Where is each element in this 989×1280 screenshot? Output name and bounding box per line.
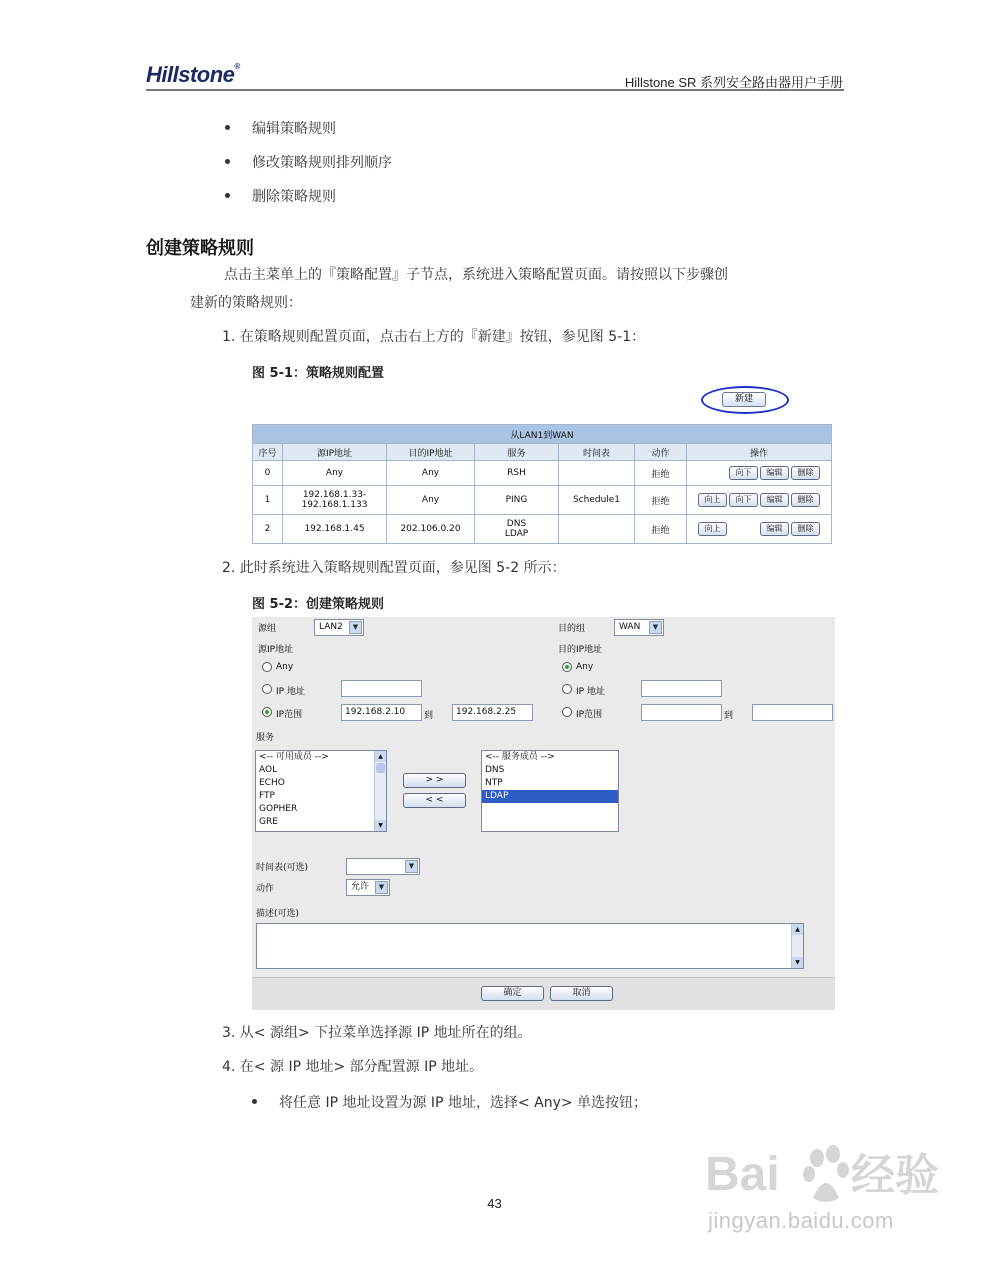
col-header: 动作 [635,444,687,461]
ok-button[interactable]: 确定 [481,986,544,1001]
member-services-list[interactable] [481,750,619,832]
bullet-item: 编辑策略规则 [252,118,336,138]
step-4: 4. 在< 源 IP 地址> 部分配置源 IP 地址。 [222,1059,484,1075]
cell-action: 拒绝 [635,515,687,544]
cell-id: 0 [253,461,283,486]
col-header: 源IP地址 [283,444,387,461]
form-footer [252,977,835,1010]
dst-group-label: 目的组 [558,624,586,634]
list-item[interactable]: AOL [259,765,278,775]
chevron-down-icon: ▼ [375,881,388,894]
chevron-down-icon: ▼ [405,860,418,873]
dst-ip-input[interactable] [641,680,722,697]
dst-any-label: Any [576,662,594,672]
src-group-label: 源组 [258,624,277,634]
step-2: 2. 此时系统进入策略规则配置页面，参见图 5-2 所示： [222,560,566,576]
header-title: Hillstone SR 系列安全路由器用户手册 [624,75,843,90]
cell-src: 192.168.1.45 [283,515,387,544]
dst-ip-option-label: IP 地址 [576,687,605,697]
edit-button[interactable]: 编辑 [760,493,789,507]
svg-text:经验: 经验 [851,1151,939,1200]
dst-range-label: IP范围 [576,710,603,720]
create-policy-form [252,617,835,1010]
bullet-item: 修改策略规则排列顺序 [252,152,392,172]
add-service-button[interactable]: > > [403,773,466,788]
move-up-button[interactable]: 向上 [698,493,727,507]
cell-dst: 202.106.0.20 [387,515,475,544]
figure2-caption: 图 5-2：创建策略规则 [252,597,385,612]
col-header: 目的IP地址 [387,444,475,461]
table-title: 从LAN1到WAN [253,425,832,444]
dst-group-select[interactable]: WAN ▼ [614,619,664,636]
cell-src: 192.168.1.33- 192.168.1.133 [283,486,387,515]
cell-action: 拒绝 [635,461,687,486]
delete-button[interactable]: 删除 [791,522,820,536]
cell-id: 1 [253,486,283,515]
delete-button[interactable]: 删除 [791,466,820,480]
src-group-select[interactable]: LAN2 ▼ [314,619,364,636]
dst-range-to-input[interactable] [752,704,833,721]
bullet-item: 删除策略规则 [252,186,336,206]
scroll-down-icon[interactable]: ▼ [375,820,386,831]
hillstone-logo: Hillstone® [146,62,240,87]
list-item-selected[interactable]: LDAP [482,790,618,803]
list-item[interactable]: ECHO [259,778,285,788]
scroll-up-icon[interactable]: ▲ [375,751,386,762]
sub-bullet-item: 将任意 IP 地址设置为源 IP 地址，选择< Any> 单选按钮； [279,1092,647,1112]
table-row [253,461,832,486]
action-label: 动作 [256,884,275,894]
cell-operations [687,486,832,515]
col-header: 序号 [253,444,283,461]
src-any-label: Any [276,662,294,672]
policy-rule-table [252,424,832,544]
move-up-button[interactable]: 向上 [698,522,727,536]
list-item[interactable]: GOPHER [259,804,298,814]
watermark-url: jingyan.baidu.com [708,1208,894,1233]
cell-service: RSH [475,461,559,486]
scrollbar[interactable] [791,924,803,968]
col-header: 服务 [475,444,559,461]
chevron-down-icon: ▼ [349,621,362,634]
src-ip-radio[interactable] [262,684,272,694]
action-select[interactable]: 允许 ▼ [346,879,390,896]
available-services-list[interactable] [255,750,387,832]
src-any-radio[interactable] [262,662,272,672]
to-label: 到 [424,711,434,721]
src-range-label: IP范围 [276,710,303,720]
to-label: 到 [724,711,734,721]
col-header: 时间表 [559,444,635,461]
step-1: 1. 在策略规则配置页面，点击右上方的『新建』按钮，参见图 5-1： [222,329,646,345]
list-item[interactable]: FTP [259,791,275,801]
src-ip-input[interactable] [341,680,422,697]
dst-range-from-input[interactable] [641,704,722,721]
dst-any-radio[interactable] [562,662,572,672]
scroll-up-icon[interactable]: ▲ [792,924,803,935]
dst-range-radio[interactable] [562,707,572,717]
intro-paragraph-line1: 点击主菜单上的『策略配置』子节点，系统进入策略配置页面。请按照以下步骤创 [224,267,728,283]
description-label: 描述(可选) [256,909,300,919]
cell-dst: Any [387,486,475,515]
service-label: 服务 [256,733,275,743]
header-divider [146,89,844,91]
list-item[interactable]: <-- 服务成员 --> [485,752,555,762]
section-title: 创建策略规则 [146,238,254,259]
table-row [253,486,832,515]
cell-schedule: Schedule1 [559,486,635,515]
cell-operations [687,515,832,544]
dst-ip-label: 目的IP地址 [558,645,603,655]
move-down-button[interactable]: 向下 [729,466,758,480]
src-ip-label: 源IP地址 [258,645,294,655]
chevron-down-icon: ▼ [649,621,662,634]
list-item[interactable]: DNS [485,765,505,775]
scroll-down-icon[interactable]: ▼ [792,957,803,968]
figure1-caption: 图 5-1：策略规则配置 [252,366,385,381]
cancel-button[interactable]: 取消 [550,986,613,1001]
schedule-label: 时间表(可选) [256,863,309,873]
cell-schedule [559,461,635,486]
src-range-radio[interactable] [262,707,272,717]
schedule-select[interactable] [346,858,420,875]
cell-operations [687,461,832,486]
page-number: 43 [487,1196,502,1211]
src-range-to-input[interactable]: 192.168.2.25 [452,704,533,721]
intro-paragraph-line2: 建新的策略规则： [190,295,302,311]
cell-action: 拒绝 [635,486,687,515]
list-item[interactable]: NTP [485,778,503,788]
svg-text:Bai: Bai [705,1148,780,1201]
src-range-from-input[interactable]: 192.168.2.10 [341,704,422,721]
cell-schedule [559,515,635,544]
cell-src: Any [283,461,387,486]
cell-service: PING [475,486,559,515]
cell-id: 2 [253,515,283,544]
edit-button[interactable]: 编辑 [760,466,789,480]
list-item[interactable]: <-- 可用成员 --> [259,752,329,762]
cell-service: DNS LDAP [475,515,559,544]
step-3: 3. 从< 源组> 下拉菜单选择源 IP 地址所在的组。 [222,1025,532,1041]
delete-button[interactable]: 删除 [791,493,820,507]
move-down-button[interactable]: 向下 [729,493,758,507]
cell-dst: Any [387,461,475,486]
col-header: 操作 [687,444,832,461]
description-textarea[interactable] [256,923,804,969]
list-item[interactable]: GRE [259,817,278,827]
new-button[interactable]: 新建 [722,392,766,407]
dst-ip-radio[interactable] [562,684,572,694]
table-row [253,515,832,544]
edit-button[interactable]: 编辑 [760,522,789,536]
scrollbar[interactable] [374,751,386,831]
src-ip-option-label: IP 地址 [276,687,305,697]
remove-service-button[interactable]: < < [403,793,466,808]
